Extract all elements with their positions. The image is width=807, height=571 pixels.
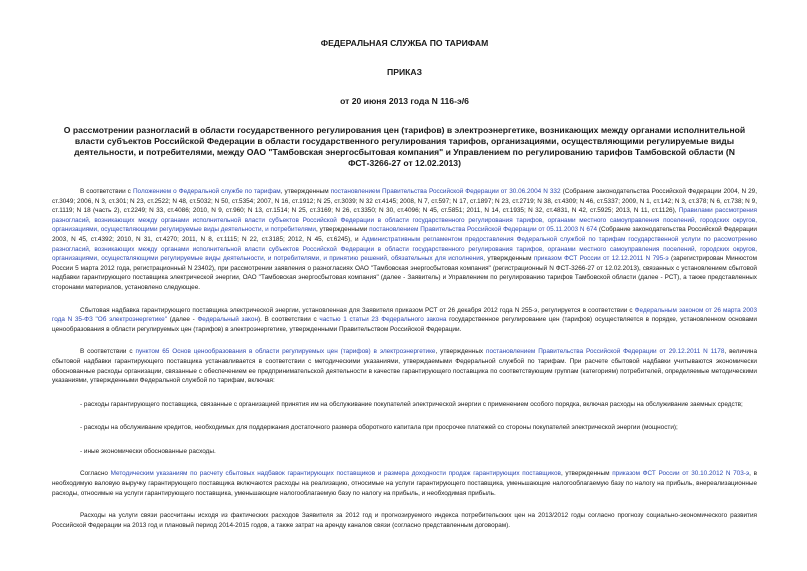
paragraph-text: , утвержденным — [483, 255, 534, 263]
paragraph-text: , утвержденным — [560, 470, 613, 478]
paragraph-text: , величина сбытовой надбавки гарантирующего поставщика устанавливается в соответствии с методическими указаниями, утверждаемыми Федеральной службой по тарифам. При расчете сбытовой надбавки учитываются экономически обоснованные расходы организации, связанные с обеспечением ее предпринимательской деятельности в качестве гарантирующего поставщика по соответствующим группам (категориям) потребителей, определяемые методическими указаниями, утвержденными Федеральной службой по тарифам, включая: — [52, 348, 758, 385]
paragraph-text: ). В соответствии с — [257, 316, 320, 324]
paragraph-text: государственное регулирование цен (тарифов) осуществляется в порядке, установленном основами ценообразования в области регулируемых цен (тарифов) в электроэнергетике, утвержденными Правительством Российской Федерации. — [52, 316, 757, 333]
paragraph-text: (Собрание законодательства Российской Федерации 2003, N 45, ст.4392; 2010, N 31, ст.4270; 2011, N 8, ст.1115; N 22, ст.3185; 2012, N 45, ст.6245), и — [52, 226, 757, 243]
paragraph-text: , в необходимую валовую выручку гарантирующего поставщика включаются расходы на реализацию, относимые на услуги гарантирующего поставщика, уменьшающие налогооблагаемую базу по налогу на прибыль, внереализационные расходы, относимые на услуги гарантирующего поставщика, уменьшающие налогооблагаемую базу по налогу на прибыль, и необходимая прибыль. — [52, 470, 757, 497]
legal-reference-link[interactable]: Федеральный закон — [197, 316, 258, 324]
list-item-expenses-1: - расходы гарантирующего поставщика, связанные с организацией принятия им на обслуживание покупателей электрической энергии с применением особого порядка, включая расходы на обслуживание заемных средств; — [80, 400, 743, 408]
paragraph-sales-markup — [52, 306, 757, 335]
paragraph-pricing-basics — [52, 347, 757, 385]
agency-title: ФЕДЕРАЛЬНАЯ СЛУЖБА ПО ТАРИФАМ — [320, 38, 489, 48]
paragraph-text: В соответствии с — [80, 188, 133, 195]
paragraph-text: , утвержденных — [435, 348, 487, 356]
paragraph-text: (далее - — [167, 316, 198, 324]
legal-reference-link[interactable]: Положением о Федеральной службе по тарифам — [132, 188, 281, 195]
legal-reference-link[interactable]: постановлением Правительства Российской Федерации от 05.11.2003 N 674 — [369, 226, 597, 234]
paragraph-text: Согласно — [80, 470, 111, 478]
paragraph-text: , утвержденным — [280, 188, 331, 195]
paragraph-text: В соответствии с — [80, 348, 136, 356]
legal-reference-link[interactable]: частью 1 статьи 23 Федерального закона — [319, 316, 447, 324]
paragraph-text: Сбытовая надбавка гарантирующего поставщика электрической энергии, установленная для Заявителя приказом РСТ от 26 декабря 2012 года N 255-э, регулируется в соответствии с — [80, 306, 635, 314]
document-subject: О рассмотрении разногласий в области государственного регулирования цен (тарифов) в электроэнергетике, возникающих между органами исполнительной власти субъектов Российской Федерации в области государственного регулирования тарифов, организациями, осуществляющими регулируемые виды деятельности, и потребителями, между ОАО "Тамбовская энергосбытовая компания" и Управлением по регулированию тарифов Тамбовской области (N ФСТ-3266-27 от 12.02.2013) — [63, 125, 746, 168]
legal-reference-link[interactable]: Правилами рассмотрения разногласий, возникающих между органами исполнительной власти субъектов Российской Федерации в области государственного регулирования тарифов, органами местного самоуправления поселений, городских округов, организациями, осуществляющими регулируемые виды деятельности, и потребителями — [52, 207, 757, 234]
legal-reference-link[interactable]: приказом ФСТ России от 12.12.2011 N 795-э — [533, 255, 669, 263]
paragraph-text: , утвержденными — [315, 226, 370, 234]
document-type: ПРИКАЗ — [387, 67, 422, 77]
list-item-expenses-2: - расходы на обслуживание кредитов, необходимых для поддержания достаточного размера оборотного капитала при просрочке платежей со стороны покупателей электрической энергии (мощности); — [80, 424, 678, 432]
paragraph-methodology — [52, 469, 757, 498]
legal-reference-link[interactable]: приказом ФСТ России от 30.10.2012 N 703-э — [612, 470, 750, 478]
paragraph-communication-costs — [52, 511, 757, 530]
paragraph-text: Расходы на услуги связи рассчитаны исходя из фактических расходов Заявителя за 2012 год и прогнозируемого индекса потребительских цен на 2013/2012 годы согласно прогнозу социально-экономического развития Российской Федерации на 2013 год и плановый период 2014-2015 годов, а также затрат на аренду каналов связи (согласно представленным договорам). — [52, 512, 757, 529]
legal-reference-link[interactable]: Административным регламентом предоставления Федеральной службой по тарифам государственной услуги по рассмотрению разногласий, возникающих между органами исполнительной власти субъектов Российской Федерации в области государственного регулирования тарифов, органами местного самоуправления поселений, городских округов, организациями, осуществляющими регулируемые виды деятельности, и потребителями, и принятию решений, обязательных для исполнения — [52, 235, 757, 263]
paragraph-text: (зарегистрирован Минюстом России 5 марта 2012 года, регистрационный N 23402), при рассмотрении заявления о разногласиях ОАО "Тамбовская энергосбытовая компания" (регистрационный N ФСТ-3266-27 от 12.02.2013), связанных с установлением сбытовой надбавки гарантирующего поставщика электрической энергии, ОАО "Тамбовская энергосбытовая компания" (далее - Заявитель) и Управлением по регулированию тарифов Тамбовской области (далее - РСТ), а также представленных сторонами материалов, установлено следующее. — [52, 255, 757, 291]
paragraph-preamble — [52, 187, 757, 293]
list-item-expenses-3: - иные экономически обоснованные расходы. — [80, 447, 216, 455]
legal-reference-link[interactable]: пунктом 65 Основ ценообразования в области регулируемых цен (тарифов) в электроэнергетике — [135, 348, 436, 356]
paragraph-text: (Собрание законодательства Российской Федерации 2004, N 29, ст.3049; 2006, N 3, ст.301; N 23, ст.2522; N 48, ст.5032; N 50, ст.5354; 2007, N 16, ст.1912; N 25, ст.3039; N 32 ст.4145; 2008, N 7, ст.597; N 17, ст.1897; N 23, ст.2719; N 38, ст.4309; N 46, ст.5337; 2009, N 1, ст.142; N 3, ст.378; N 6, ст.738; N 9, ст.1119; N 18 (часть 2), ст.2249; N 33, ст.4086; 2010, N 9, ст.960; N 13, ст.1514; N 25, ст.3169; N 26, ст.3350; N 30, ст.4096; N 45, ст.5851; 2011, N 14, ст.1935; N 32, ст.4831, N 42, ст.5925; 2013, N 11, ст.1126), — [52, 188, 758, 215]
legal-reference-link[interactable]: Федеральным законом от 26 марта 2003 года N 35-ФЗ "Об электроэнергетике" — [52, 306, 757, 324]
legal-reference-link[interactable]: Методическим указаниям по расчету сбытовых надбавок гарантирующих поставщиков и размера доходности продаж гарантирующих поставщиков — [110, 470, 561, 478]
legal-reference-link[interactable]: постановлением Правительства Российской Федерации от 30.06.2004 N 332 — [330, 188, 561, 195]
legal-reference-link[interactable]: постановлением Правительства Российской Федерации от 29.12.2011 N 1178 — [486, 348, 725, 356]
document-date-number: от 20 июня 2013 года N 116-э/6 — [340, 96, 469, 106]
